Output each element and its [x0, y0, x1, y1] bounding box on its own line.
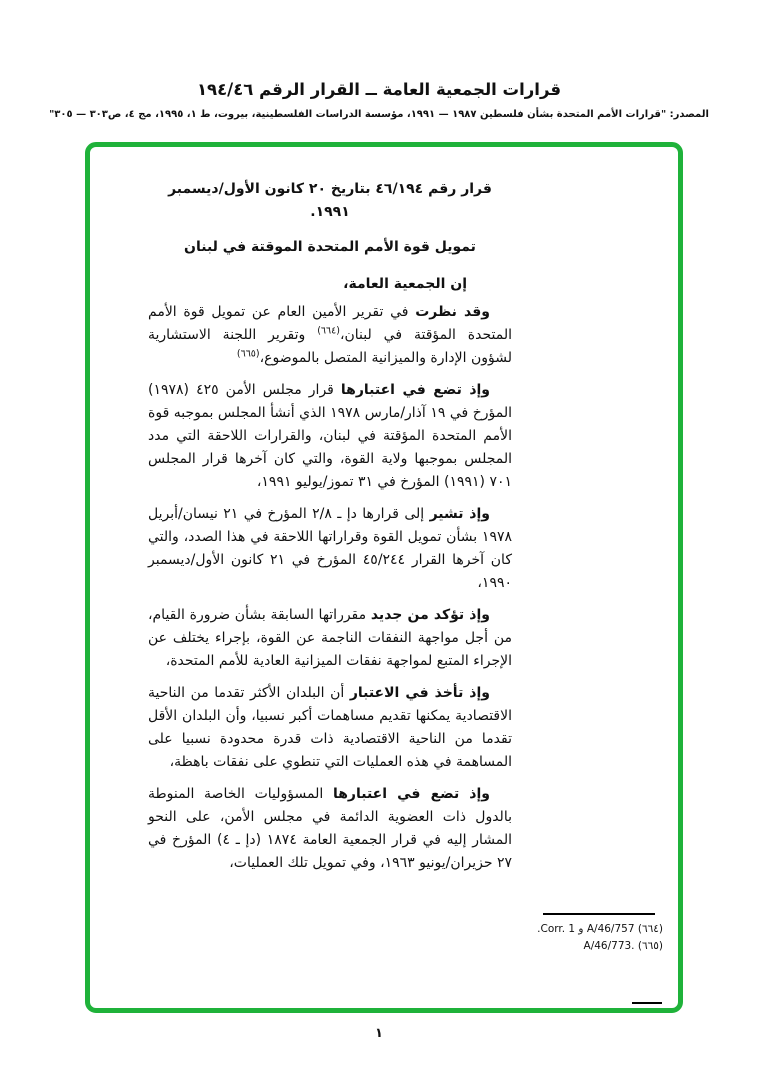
resolution-body: [148, 178, 512, 884]
paragraph-lead: وإذ تشير: [429, 506, 490, 522]
resolution-paragraphs: [148, 301, 512, 875]
page-title: قرارات الجمعية العامة ــ القرار الرقم ١٩٤/٤٦: [196, 80, 562, 99]
footnote-block: [493, 913, 663, 955]
resolution-paragraph: [148, 783, 512, 875]
page-number: ١: [375, 1026, 383, 1041]
resolution-number-line: قرار رقم ٤٦/١٩٤ بتاريخ ٢٠ كانون الأول/ديسمبر ١٩٩١.: [168, 181, 492, 220]
resolution-paragraph: [148, 301, 512, 370]
document-frame: [85, 142, 683, 1013]
paragraph-text: أن البلدان الأكثر تقدما من الناحية الاقتصادية يمكنها تقديم مساهمات أكبر نسبيا، وأن البلدان الأقل تقدما من الناحية الاقتصادية ذات قدرة محدودة نسبيا على المساهمة في هذه العمليات التي تنطوي على نفقات باهظة،: [148, 685, 512, 770]
footnote-separator-rule: [543, 913, 655, 915]
paragraph-lead: وإذ تضع في اعتبارها: [332, 786, 490, 802]
paragraph-text: المسؤوليات الخاصة المنوطة بالدول ذات العضوية الدائمة في مجلس الأمن، على النحو المشار إليه في قرار الجمعية العامة ١٨٧٤ (دإ ـ ٤) المؤرخ في ٢٧ حزيران/يونيو ١٩٦٣، وفي تمويل تلك العمليات،: [148, 786, 512, 871]
resolution-paragraph: [148, 682, 512, 774]
paragraph-lead: وإذ تؤكد من جديد: [370, 607, 490, 623]
end-of-text-dash: [632, 1002, 662, 1004]
paragraph-text: في تقرير الأمين العام عن تمويل قوة الأمم المتحدة المؤقتة في لبنان،: [148, 304, 512, 343]
footnote-text: A/46/773.: [583, 940, 635, 952]
resolution-paragraph: [148, 379, 512, 494]
footnote-row: [493, 921, 663, 938]
paragraph-text: وتقرير اللجنة الاستشارية لشؤون الإدارة والميزانية المتصل بالموضوع،: [148, 327, 512, 366]
resolution-opening-line: إن الجمعية العامة،: [343, 276, 467, 292]
footnote-ref: (٦٦٥): [236, 348, 260, 360]
paragraph-text: قرار مجلس الأمن ٤٢٥ (١٩٧٨) المؤرخ في ١٩ آذار/مارس ١٩٧٨ الذي أنشأ المجلس بموجبه قوة الأمم المتحدة المؤقتة في لبنان، والقرارات اللاحقة التي مدد المجلس بموجبها ولاية القوة، والتي كان آخرها قرار المجلس ٧٠١ (١٩٩١) المؤرخ في ٣١ تموز/يوليو ١٩٩١،: [148, 382, 512, 490]
paragraph-lead: وإذ تضع في اعتبارها: [340, 382, 491, 398]
footnote-marker: (٦٦٤): [637, 923, 663, 935]
paragraph-text: إلى قرارها دإ ـ ٢/٨ المؤرخ في ٢١ نيسان/أبريل ١٩٧٨ بشأن تمويل القوة وقراراتها اللاحقة في هذا الصدد، والتي كان آخرها القرار ٤٥/٢٤٤ المؤرخ في ٢١ كانون الأول/ديسمبر ١٩٩٠،: [148, 506, 512, 591]
resolution-paragraph: [148, 503, 512, 595]
paragraph-lead: وإذ تأخذ في الاعتبار: [349, 685, 490, 701]
paragraph-text: مقرراتها السابقة بشأن ضرورة القيام، من أجل مواجهة النفقات الناجمة عن القوة، بإجراء يختلف عن الإجراء المتبع لمواجهة نفقات الميزانية العادية للأمم المتحدة،: [148, 607, 512, 669]
source-line: المصدر: "قرارات الأمم المتحدة بشأن فلسطين ١٩٨٧ — ١٩٩١، مؤسسة الدراسات الفلسطينية، بيروت، ط ١، ١٩٩٥، مج ٤، ص٣٠٣ — ٣٠٥": [49, 109, 709, 120]
footnote-ref: (٦٦٤): [317, 325, 340, 337]
footnote-text: A/46/757 و Corr. 1.: [537, 923, 635, 935]
footnote-marker: (٦٦٥): [637, 940, 663, 952]
resolution-subject-line: تمويل قوة الأمم المتحدة الموقتة في لبنان: [184, 239, 476, 255]
footnote-rows: [493, 921, 663, 955]
footnote-row: [493, 938, 663, 955]
paragraph-lead: وقد نظرت: [415, 304, 490, 320]
resolution-paragraph: [148, 604, 512, 673]
